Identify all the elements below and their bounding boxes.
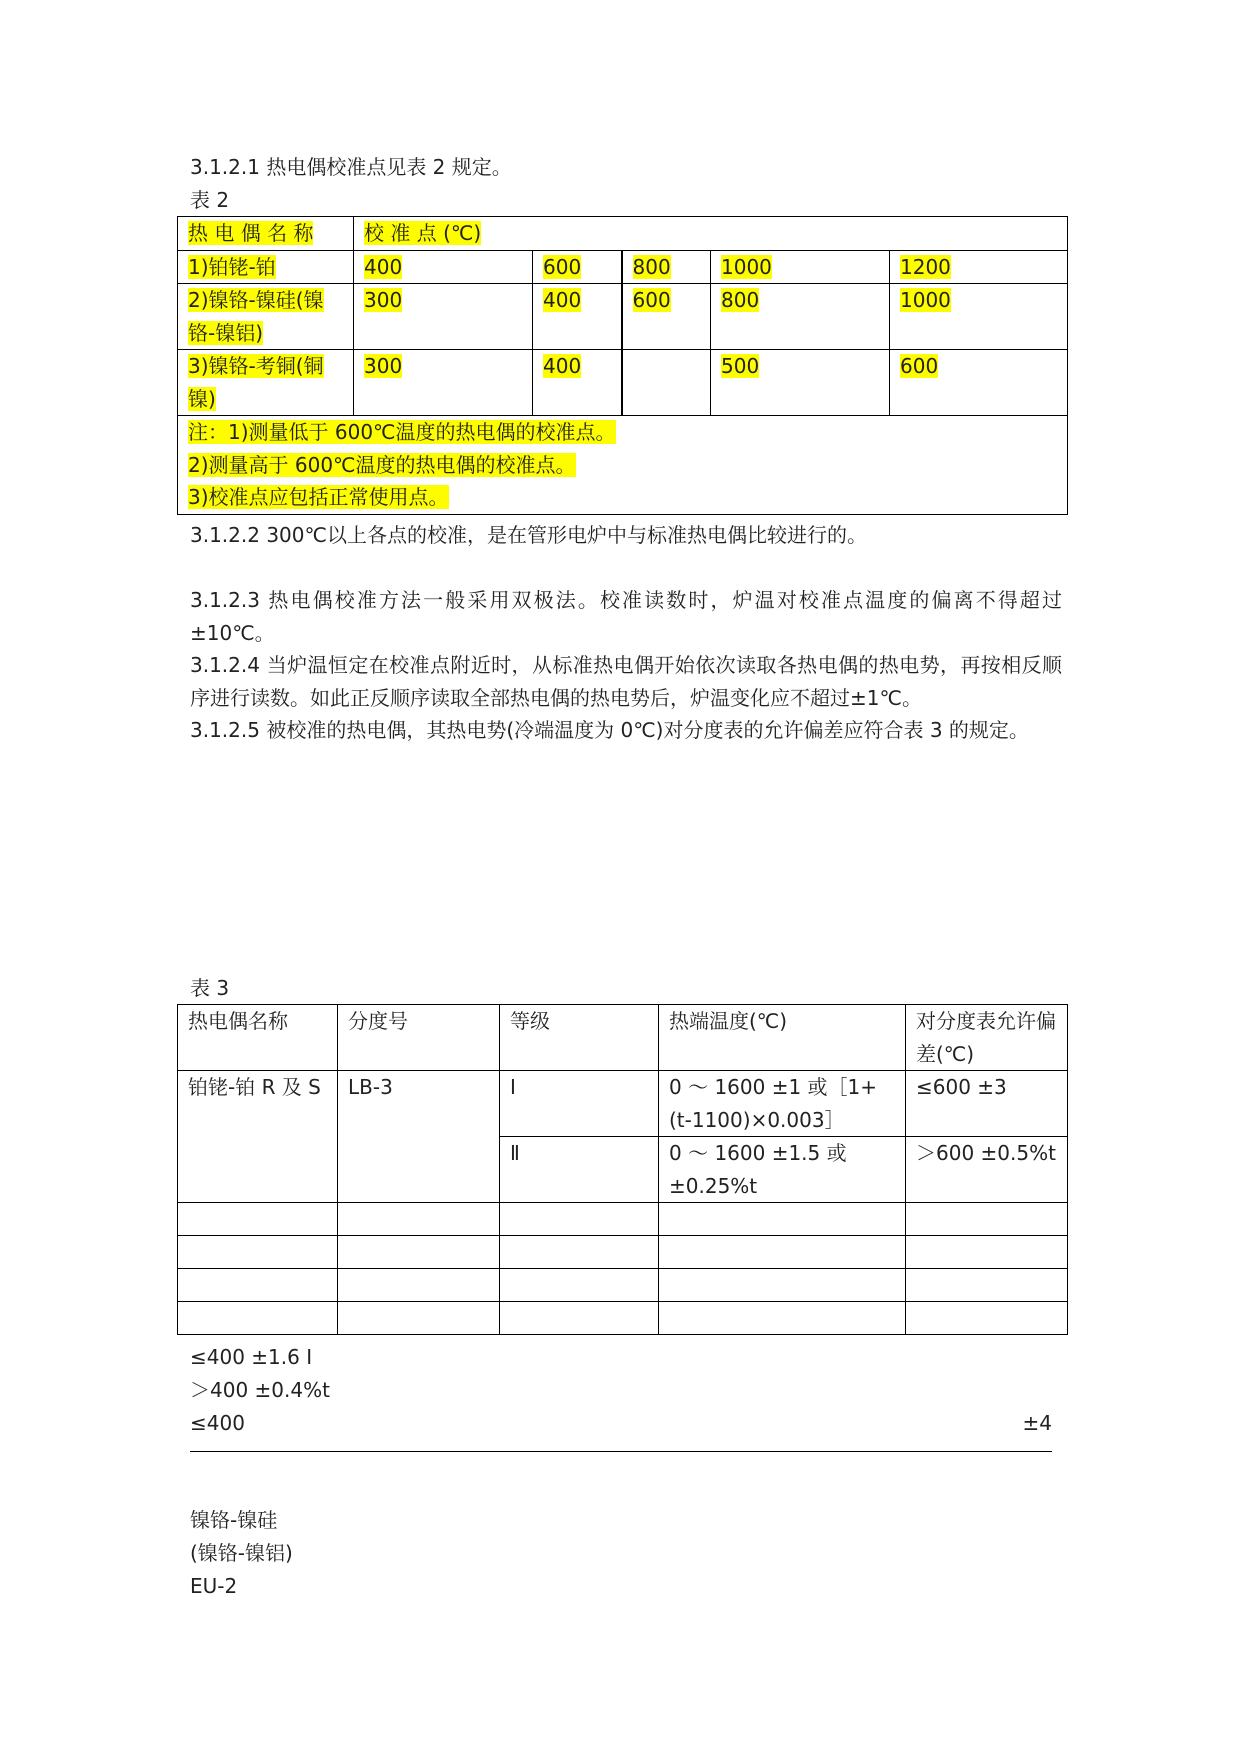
table3-empty-row — [178, 1203, 1068, 1236]
table2-cell-name — [178, 284, 354, 350]
table2-note: 2)测量高于 600℃温度的热电偶的校准点。 — [188, 452, 576, 477]
table2-cell — [711, 350, 890, 416]
table-2 — [177, 216, 1068, 515]
table2-header-points — [354, 217, 1068, 251]
cell-text: 600 — [632, 288, 671, 312]
table3-empty-row — [178, 1302, 1068, 1335]
trailing-line-6: EU-2 — [190, 1574, 238, 1598]
cell-text: 800 — [721, 288, 760, 312]
cell-text: 600 — [543, 254, 582, 279]
trailing-line-4: 镍铬-镍硅 — [190, 1508, 278, 1532]
table2-cell — [533, 284, 622, 350]
table2-cell — [622, 284, 711, 350]
cell-text: 400 — [543, 288, 582, 312]
table2-cell — [890, 284, 1068, 350]
table2-cell — [711, 250, 890, 284]
table2-notes-row — [178, 416, 1068, 515]
cell-text: 1200 — [900, 254, 951, 279]
table3-caption: 表 3 — [190, 976, 230, 1000]
table3-cell — [338, 1302, 500, 1335]
table3-cell-dev: ≤600 ±3 — [906, 1071, 1068, 1137]
table2-notes — [178, 416, 1068, 515]
table3-empty-row — [178, 1269, 1068, 1302]
table2-row — [178, 350, 1068, 416]
table3-cell — [338, 1269, 500, 1302]
table3-cell — [178, 1302, 338, 1335]
table2-note: 注：1)测量低于 600℃温度的热电偶的校准点。 — [188, 420, 616, 444]
table3-cell-grade: Ⅱ — [500, 1137, 659, 1203]
table2-cell — [711, 284, 890, 350]
table3-cell — [178, 1236, 338, 1269]
cell-text: 3)镍铬-考铜(铜镍) — [188, 354, 324, 411]
table2-cell — [533, 350, 622, 416]
table2-cell — [622, 250, 711, 284]
table2-row — [178, 284, 1068, 350]
section-3-1-2-1: 3.1.2.1 热电偶校准点见表 2 规定。 — [190, 155, 512, 179]
table3-cell — [659, 1302, 906, 1335]
cell-text: 1000 — [721, 254, 772, 279]
table3-cell-code: LB-3 — [338, 1071, 500, 1203]
table2-cell — [890, 350, 1068, 416]
cell-text: 800 — [632, 254, 671, 279]
table2-header-points-text: 校 准 点 (℃) — [364, 221, 482, 245]
table2-cell-name — [178, 350, 354, 416]
trailing-line-1: ≤400 ±1.6 Ⅰ — [190, 1345, 313, 1369]
table3-cell — [659, 1269, 906, 1302]
table3-cell — [500, 1302, 659, 1335]
table3-cell — [338, 1236, 500, 1269]
table2-header-name-text: 热 电 偶 名 称 — [188, 221, 314, 245]
table3-cell — [338, 1203, 500, 1236]
table3-header-row — [178, 1005, 1068, 1071]
section-3-1-2-3: 3.1.2.3 热电偶校准方法一般采用双极法。校准读数时，炉温对校准点温度的偏离不得超过±10℃。 — [190, 588, 1062, 645]
table2-cell — [890, 250, 1068, 284]
table3-cell — [500, 1269, 659, 1302]
cell-text: 1)铂铑-铂 — [188, 254, 276, 279]
table-3 — [177, 1004, 1068, 1335]
table3-header: 等级 — [500, 1005, 659, 1071]
table3-cell-grade: Ⅰ — [500, 1071, 659, 1137]
table3-cell — [500, 1203, 659, 1236]
table3-cell — [659, 1236, 906, 1269]
table3-cell — [906, 1302, 1068, 1335]
table3-cell-dev: ＞600 ±0.5%t — [906, 1137, 1068, 1203]
table3-cell — [500, 1236, 659, 1269]
section-3-1-2-2: 3.1.2.2 300℃以上各点的校准，是在管形电炉中与标准热电偶比较进行的。 — [190, 523, 867, 547]
cell-text: 400 — [543, 354, 582, 378]
table3-header: 热电偶名称 — [178, 1005, 338, 1071]
cell-text: 400 — [364, 254, 403, 279]
cell-text: 600 — [900, 354, 939, 378]
table2-cell-name — [178, 250, 354, 284]
table2-caption: 表 2 — [190, 188, 230, 212]
table3-header: 热端温度(℃) — [659, 1005, 906, 1071]
table2-note: 3)校准点应包括正常使用点。 — [188, 485, 449, 509]
trailing-line-3 — [190, 1407, 1052, 1440]
table3-cell — [178, 1269, 338, 1302]
table3-empty-row — [178, 1236, 1068, 1269]
table2-cell — [354, 250, 533, 284]
table3-cell-temp: 0 ～ 1600 ±1 或［1+(t-1100)×0.003］ — [659, 1071, 906, 1137]
cell-text: 300 — [364, 354, 403, 378]
table2-row — [178, 250, 1068, 284]
section-3-1-2-5: 3.1.2.5 被校准的热电偶，其热电势(冷端温度为 0℃)对分度表的允许偏差应符合表 3 的规定。 — [190, 718, 1029, 742]
table3-cell-temp: 0 ～ 1600 ±1.5 或 ±0.25%t — [659, 1137, 906, 1203]
horizontal-rule — [190, 1451, 1052, 1452]
table2-header-name — [178, 217, 354, 251]
table2-cell — [533, 250, 622, 284]
table2-header-row — [178, 217, 1068, 251]
table3-cell — [906, 1236, 1068, 1269]
table3-cell — [906, 1203, 1068, 1236]
trailing-line-5: (镍铬-镍铝) — [190, 1541, 293, 1565]
table3-header: 分度号 — [338, 1005, 500, 1071]
trailing-line-2: ＞400 ±0.4%t — [190, 1378, 330, 1402]
trailing-line-3-left: ≤400 — [190, 1411, 245, 1435]
table3-cell-name: 铂铑-铂 R 及 S — [178, 1071, 338, 1203]
cell-text: 300 — [364, 288, 403, 312]
cell-text: 2)镍铬-镍硅(镍铬-镍铝) — [188, 288, 324, 345]
table2-cell — [622, 350, 711, 416]
table3-row — [178, 1071, 1068, 1137]
cell-text: 1000 — [900, 288, 951, 312]
table3-cell — [659, 1203, 906, 1236]
table3-cell — [906, 1269, 1068, 1302]
table2-cell — [354, 284, 533, 350]
table3-cell — [178, 1203, 338, 1236]
section-3-1-2-4: 3.1.2.4 当炉温恒定在校准点附近时，从标准热电偶开始依次读取各热电偶的热电势，再按相反顺序进行读数。如此正反顺序读取全部热电偶的热电势后，炉温变化应不超过±1℃。 — [190, 653, 1062, 710]
table3-header: 对分度表允许偏差(℃) — [906, 1005, 1068, 1071]
table2-cell — [354, 350, 533, 416]
trailing-line-3-right: ±4 — [1022, 1411, 1052, 1435]
cell-text: 500 — [721, 354, 760, 378]
